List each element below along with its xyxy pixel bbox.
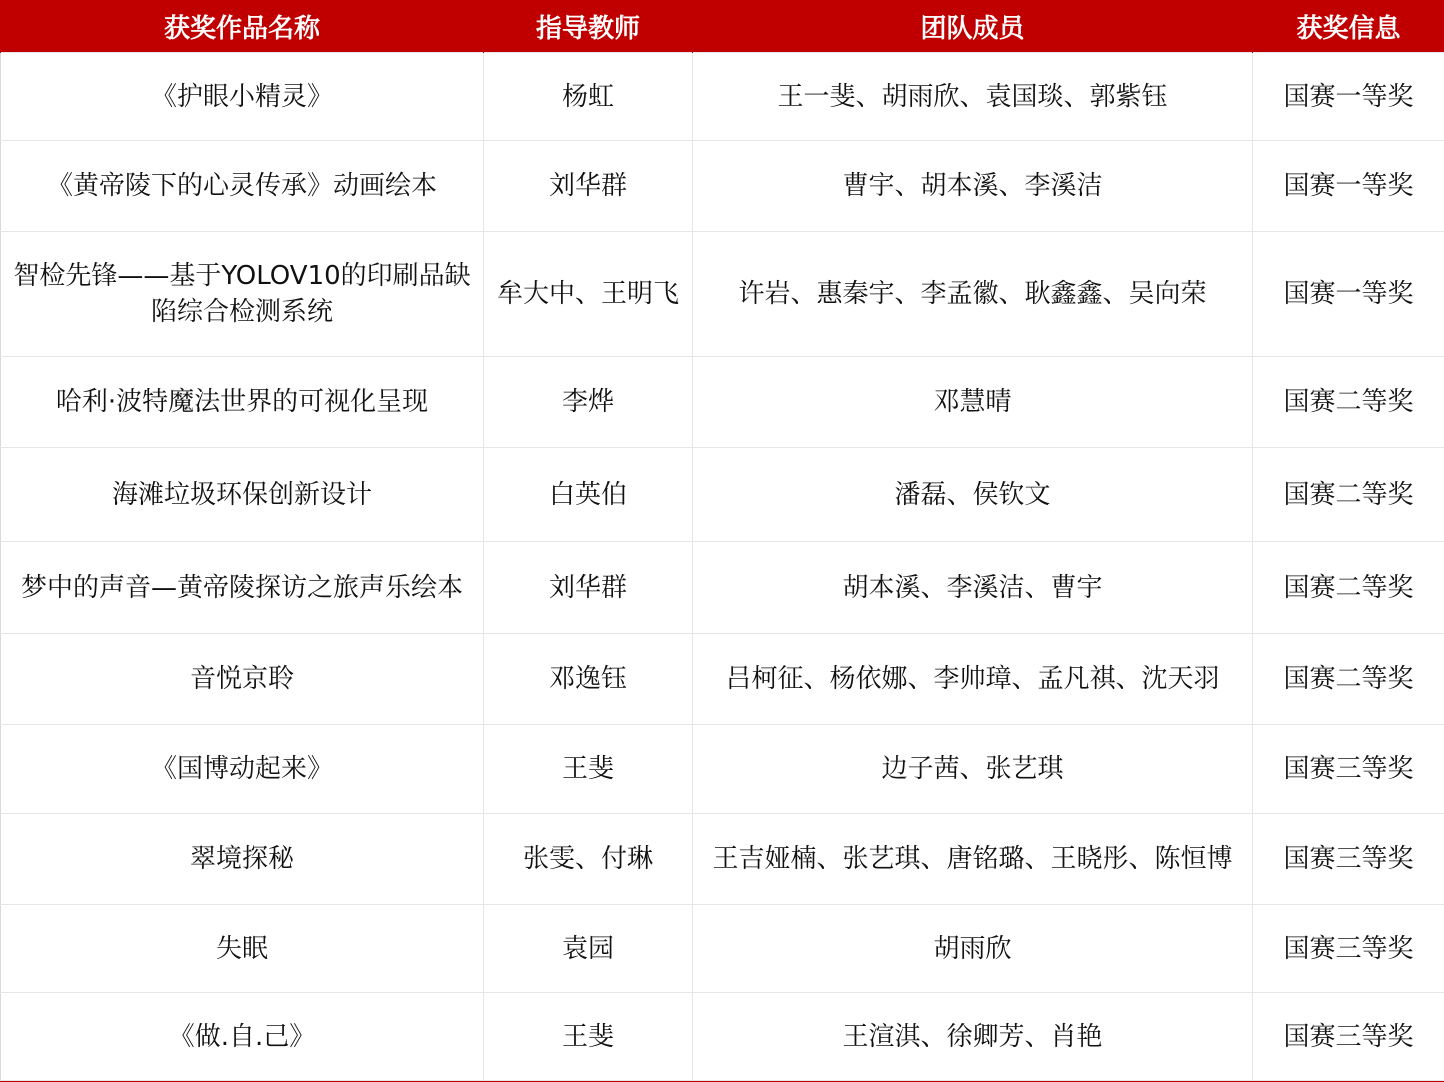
cell-teacher: 刘华群 (484, 141, 693, 232)
cell-award: 国赛二等奖 (1253, 634, 1444, 725)
cell-work-name: 《做.自.己》 (1, 993, 484, 1081)
cell-work-name: 音悦京聆 (1, 634, 484, 725)
cell-members: 吕柯征、杨依娜、李帅璋、孟凡祺、沈天羽 (693, 634, 1253, 725)
cell-members: 边子茜、张艺琪 (693, 725, 1253, 814)
cell-members: 许岩、惠秦宇、李孟徽、耿鑫鑫、吴向荣 (693, 232, 1253, 357)
cell-award: 国赛三等奖 (1253, 725, 1444, 814)
cell-teacher: 袁园 (484, 905, 693, 993)
header-award: 获奖信息 (1253, 0, 1444, 53)
cell-award: 国赛一等奖 (1253, 141, 1444, 232)
cell-work-name: 海滩垃圾环保创新设计 (1, 448, 484, 542)
cell-members: 王一斐、胡雨欣、袁国琰、郭紫钰 (693, 53, 1253, 141)
table-row (1, 141, 1444, 232)
table-row (1, 448, 1444, 542)
cell-members: 潘磊、侯钦文 (693, 448, 1253, 542)
cell-award: 国赛三等奖 (1253, 905, 1444, 993)
cell-teacher: 王斐 (484, 993, 693, 1081)
cell-work-name: 智检先锋——基于YOLOV10的印刷品缺陷综合检测系统 (1, 232, 484, 357)
table-row (1, 53, 1444, 141)
cell-members: 王渲淇、徐卿芳、肖艳 (693, 993, 1253, 1081)
header-teacher: 指导教师 (484, 0, 693, 53)
cell-teacher: 杨虹 (484, 53, 693, 141)
cell-teacher: 张雯、付琳 (484, 814, 693, 905)
table-row (1, 542, 1444, 634)
cell-work-name: 哈利·波特魔法世界的可视化呈现 (1, 357, 484, 448)
cell-award: 国赛一等奖 (1253, 232, 1444, 357)
cell-work-name: 《黄帝陵下的心灵传承》动画绘本 (1, 141, 484, 232)
header-members: 团队成员 (693, 0, 1253, 53)
table-row (1, 905, 1444, 993)
cell-teacher: 白英伯 (484, 448, 693, 542)
cell-work-name: 《护眼小精灵》 (1, 53, 484, 141)
table-row (1, 993, 1444, 1081)
cell-award: 国赛二等奖 (1253, 357, 1444, 448)
header-work-name: 获奖作品名称 (1, 0, 484, 53)
table-row (1, 634, 1444, 725)
cell-award: 国赛一等奖 (1253, 53, 1444, 141)
cell-members: 胡雨欣 (693, 905, 1253, 993)
cell-award: 国赛三等奖 (1253, 993, 1444, 1081)
cell-award: 国赛三等奖 (1253, 814, 1444, 905)
cell-members: 邓慧晴 (693, 357, 1253, 448)
cell-teacher: 王斐 (484, 725, 693, 814)
cell-teacher: 牟大中、王明飞 (484, 232, 693, 357)
cell-members: 曹宇、胡本溪、李溪洁 (693, 141, 1253, 232)
table-header-row (1, 0, 1444, 53)
cell-members: 胡本溪、李溪洁、曹宇 (693, 542, 1253, 634)
table-row (1, 232, 1444, 357)
cell-award: 国赛二等奖 (1253, 448, 1444, 542)
cell-work-name: 失眠 (1, 905, 484, 993)
cell-teacher: 刘华群 (484, 542, 693, 634)
table-row (1, 814, 1444, 905)
cell-members: 王吉娅楠、张艺琪、唐铭璐、王晓彤、陈恒博 (693, 814, 1253, 905)
cell-teacher: 邓逸钰 (484, 634, 693, 725)
cell-work-name: 梦中的声音—黄帝陵探访之旅声乐绘本 (1, 542, 484, 634)
table-row (1, 357, 1444, 448)
cell-teacher: 李烨 (484, 357, 693, 448)
cell-award: 国赛二等奖 (1253, 542, 1444, 634)
cell-work-name: 《国博动起来》 (1, 725, 484, 814)
cell-work-name: 翠境探秘 (1, 814, 484, 905)
table-row (1, 725, 1444, 814)
